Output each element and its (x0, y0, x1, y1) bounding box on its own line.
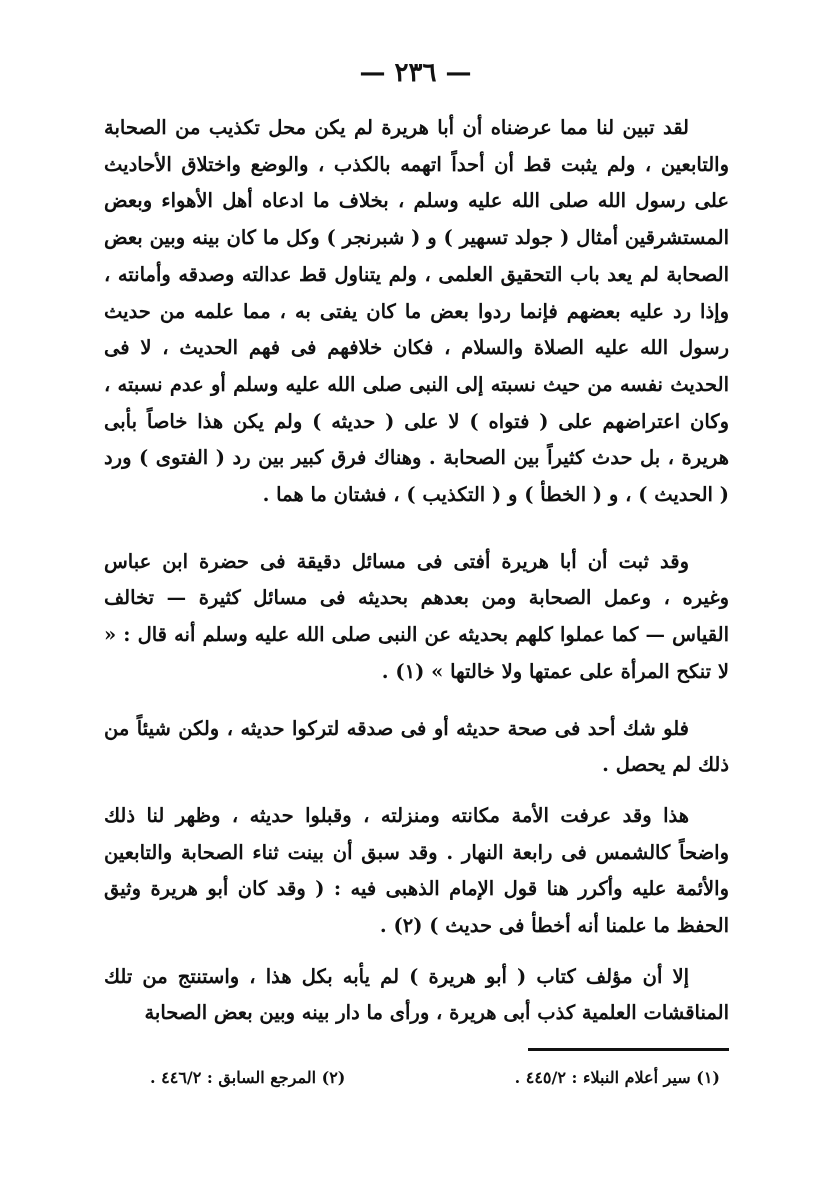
body-text (104, 110, 729, 1032)
page-number: — ٢٣٦ — (359, 58, 472, 88)
footnotes (150, 1068, 720, 1087)
footnote-2: (٢) المرجع السابق : ٤٤٦/٢ . (150, 1068, 346, 1087)
footnote-separator (528, 1048, 729, 1051)
paragraph-4: هذا وقد عرفت الأمة مكانته ومنزلته ، وقبلوا حديثه ، وظهر لنا ذلك واضحاً كالشمس فى رابعة النهار . وقد سبق أن بينت ثناء الصحابة والتابعين والأئمة عليه وأكرر هنا قول الإمام الذهبى فيه : ( وقد كان أبو هريرة وثيق الحفظ ما علمنا أنه أخطأ فى حديث ) (٢) . (104, 803, 729, 938)
paragraph-2: وقد ثبت أن أبا هريرة أفتى فى مسائل دقيقة فى حضرة ابن عباس وغيره ، وعمل الصحابة ومن بعدهم بحديثه فى مسائل كثيرة — تخالف القياس — كما عملوا كلهم بحديثه عن النبى صلى الله عليه وسلم أنه قال : « لا تنكح المرأة على عمتها ولا خالتها » (١) . (104, 549, 729, 683)
footnote-1: (١) سير أعلام النبلاء : ٤٤٥/٢ . (514, 1068, 720, 1087)
paragraph-3: فلو شك أحد فى صحة حديثه أو فى صدقه لتركوا حديثه ، ولكن شيئاً من ذلك لم يحصل . (104, 716, 729, 777)
paragraph-1: لقد تبين لنا مما عرضناه أن أبا هريرة لم يكن محل تكذيب من الصحابة والتابعين ، ولم يثبت قط أن أحداً اتهمه بالكذب ، والوضع واختلاق الأحاديث على رسول الله صلى الله عليه وسلم ، بخلاف ما ادعاه أهل الأهواء وبعض المستشرقين أمثال ( جولد تسهير ) و ( شبرنجر ) وكل ما كان بينه وبين بعض الصحابة لم يعد باب التحقيق العلمى ، ولم يتناول قط عدالته وصدقه وأمانته ، وإذا رد عليه بعضهم فإنما ردوا بعض ما كان يفتى به ، مما علمه من حديث رسول الله عليه الصلاة والسلام ، فكان خلافهم فى فهم الحديث ، لا فى الحديث نفسه من حيث نسبته إلى النبى صلى الله عليه وسلم أو عدم نسبته ، وكان اعتراضهم على ( فتواه ) لا على ( حديثه ) ولم يكن هذا خاصاً بأبى هريرة ، بل حدث كثيراً بين الصحابة . وهناك فرق كبير بين رد ( الفتوى ) ورد ( الحديث ) ، و ( الخطأ ) و ( التكذيب ) ، فشتان ما هما . (104, 116, 729, 507)
paragraph-5: إلا أن مؤلف كتاب ( أبو هريرة ) لم يأبه بكل هذا ، واستنتج من تلك المناقشات العلمية كذب أبى هريرة ، ورأى ما دار بينه وبين بعض الصحابة (104, 964, 729, 1025)
